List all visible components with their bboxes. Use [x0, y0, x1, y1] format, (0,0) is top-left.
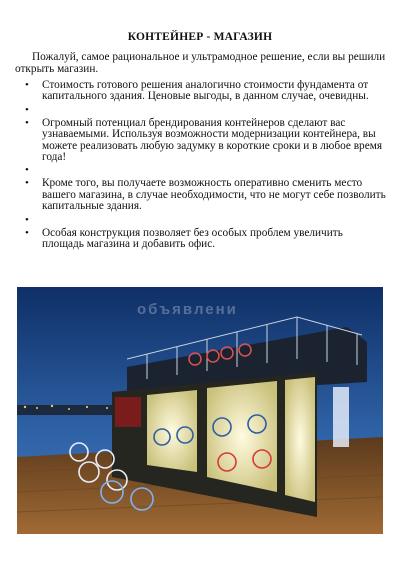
list-item [22, 105, 387, 116]
bullet-icon: • [25, 164, 29, 177]
bullet-list [22, 80, 387, 252]
front-sign [115, 397, 141, 427]
list-item-text: Огромный потенциал брендирования контейнеров сделают вас узнаваемыми. Используя возможности модернизации контейнера, вы можете реализовать любую задумку в короткие сроки и в любое время года! [42, 116, 383, 164]
container-store-photo [17, 287, 383, 534]
bullet-icon: • [25, 177, 29, 190]
container-store-illustration [17, 287, 383, 534]
list-item-text: Стоимость готового решения аналогично стоимости фундамента от капитального здания. Ценовые выгоды, в данном случае, очевидны. [42, 79, 369, 103]
side-sign [333, 387, 349, 447]
list-item-text: Особая конструкция позволяет без особых проблем увеличить площадь магазина и добавить офис. [42, 226, 343, 251]
list-item [22, 80, 387, 103]
window-1 [147, 390, 197, 472]
list-item [22, 118, 387, 164]
list-item [22, 165, 387, 176]
bullet-icon: • [25, 116, 29, 129]
bullet-icon: • [25, 79, 29, 91]
list-item [22, 228, 387, 251]
window-2 [207, 381, 277, 492]
watermark: объявлени [137, 301, 238, 318]
bullet-icon: • [25, 213, 29, 226]
intro-paragraph: Пожалуй, самое рациональное и ультрамодное решение, если вы решили открыть магазин. [15, 51, 386, 75]
page-title: КОНТЕЙНЕР - МАГАЗИН [127, 31, 273, 43]
list-item [22, 215, 387, 226]
bullet-icon: • [25, 103, 29, 116]
list-item [22, 178, 387, 212]
list-item-text: Кроме того, вы получаете возможность оперативно сменить место вашего магазина, в случае необходимости, что не могут себе позволить капитальные здания. [42, 177, 386, 213]
bullet-icon: • [25, 226, 29, 239]
window-3 [285, 377, 315, 502]
